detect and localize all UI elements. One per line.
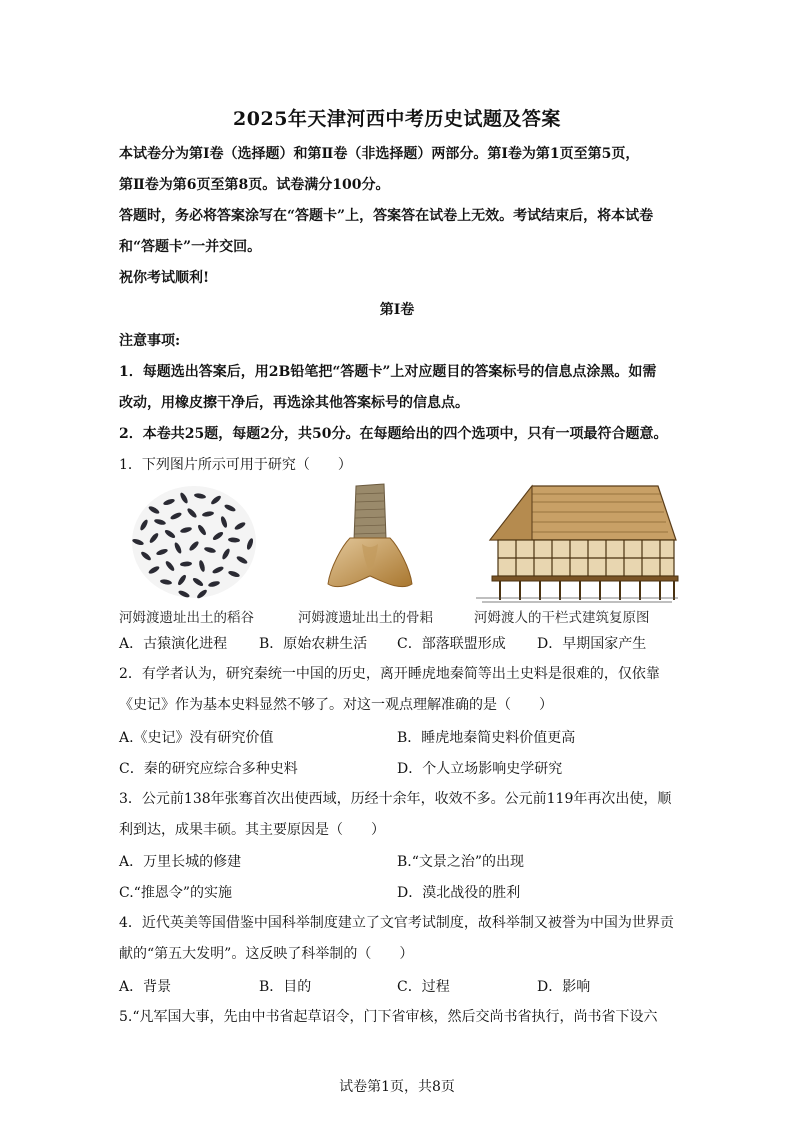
q2-option-d[interactable]: D．个人立场影响史学研究 — [397, 761, 563, 777]
q1-options — [119, 633, 679, 653]
q2-option-a[interactable]: A.《史记》没有研究价值 — [119, 730, 274, 746]
q2-option-b[interactable]: B．睡虎地秦简史料价值更高 — [397, 730, 576, 746]
bone-spade-image — [320, 480, 420, 605]
q2-stem-line-2: 《史记》作为基本史料显然不够了。对这一观点理解准确的是（ ） — [119, 697, 553, 713]
intro-line-1: 本试卷分为第Ⅰ卷（选择题）和第Ⅱ卷（非选择题）两部分。第Ⅰ卷为第1页至第5页， — [119, 146, 640, 162]
section-title: 第Ⅰ卷 — [379, 302, 415, 318]
page-footer: 试卷第1页，共8页 — [339, 1079, 455, 1095]
caption-bone-spade: 河姆渡遗址出土的骨耜 — [298, 610, 433, 626]
q1-option-b[interactable]: B．原始农耕生活 — [259, 636, 368, 652]
q3-options-row-2 — [119, 882, 679, 902]
q4-options — [119, 976, 679, 996]
stilt-house-image — [472, 480, 680, 605]
intro-line-5: 祝你考试顺利! — [119, 270, 210, 286]
intro-line-2: 第Ⅱ卷为第6页至第8页。试卷满分100分。 — [119, 177, 390, 193]
q1-option-d[interactable]: D．早期国家产生 — [537, 636, 647, 652]
intro-line-3: 答题时，务必将答案涂写在“答题卡”上，答案答在试卷上无效。考试结束后，将本试卷 — [119, 208, 654, 224]
q2-options-row-1 — [119, 727, 679, 747]
q3-option-d[interactable]: D．漠北战役的胜利 — [397, 885, 521, 901]
q3-option-c[interactable]: C.“推恩令”的实施 — [119, 885, 232, 901]
q1-option-a[interactable]: A．古猿演化进程 — [119, 636, 228, 652]
note-2: 2．本卷共25题，每题2分，共50分。在每题给出的四个选项中，只有一项最符合题意。 — [119, 426, 668, 442]
q4-stem-line-2: 献的“第五大发明”。这反映了科举制的（ ） — [119, 946, 414, 962]
q2-options-row-2 — [119, 758, 679, 778]
note-1-line-1: 1．每题选出答案后，用2B铅笔把“答题卡”上对应题目的答案标号的信息点涂黑。如需 — [119, 364, 657, 380]
notes-heading: 注意事项: — [119, 333, 181, 349]
q3-options-row-1 — [119, 851, 679, 871]
q2-stem-line-1: 2．有学者认为，研究秦统一中国的历史，离开睡虎地秦简等出土史料是很难的，仅依靠 — [119, 666, 660, 682]
q4-option-b[interactable]: B．目的 — [259, 979, 312, 995]
q5-stem-line-1: 5.“凡军国大事，先由中书省起草诏令，门下省审核，然后交尚书省执行，尚书省下设六 — [119, 1009, 658, 1025]
q2-option-c[interactable]: C．秦的研究应综合多种史料 — [119, 761, 298, 777]
q1-stem: 1．下列图片所示可用于研究（ ） — [119, 457, 352, 473]
q4-option-d[interactable]: D．影响 — [537, 979, 591, 995]
q4-option-a[interactable]: A．背景 — [119, 979, 172, 995]
q3-stem-line-2: 利到达，成果丰硕。其主要原因是（ ） — [119, 822, 385, 838]
q1-option-c[interactable]: C．部落联盟形成 — [397, 636, 506, 652]
page-title: 2025年天津河西中考历史试题及答案 — [233, 108, 561, 130]
q4-option-c[interactable]: C．过程 — [397, 979, 450, 995]
note-1-line-2: 改动，用橡皮擦干净后，再选涂其他答案标号的信息点。 — [119, 395, 469, 411]
caption-stilt-house: 河姆渡人的干栏式建筑复原图 — [474, 610, 650, 626]
rice-grains-image — [124, 480, 264, 605]
q4-stem-line-1: 4．近代英美等国借鉴中国科举制度建立了文官考试制度，故科举制又被誉为中国为世界贡 — [119, 915, 674, 931]
caption-rice: 河姆渡遗址出土的稻谷 — [119, 610, 254, 626]
intro-line-4: 和“答题卡”一并交回。 — [119, 239, 262, 255]
q3-stem-line-1: 3．公元前138年张骞首次出使西域，历经十余年，收效不多。公元前119年再次出使，顺 — [119, 791, 672, 807]
q3-option-a[interactable]: A．万里长城的修建 — [119, 854, 242, 870]
q3-option-b[interactable]: B.“文景之治”的出现 — [397, 854, 525, 870]
